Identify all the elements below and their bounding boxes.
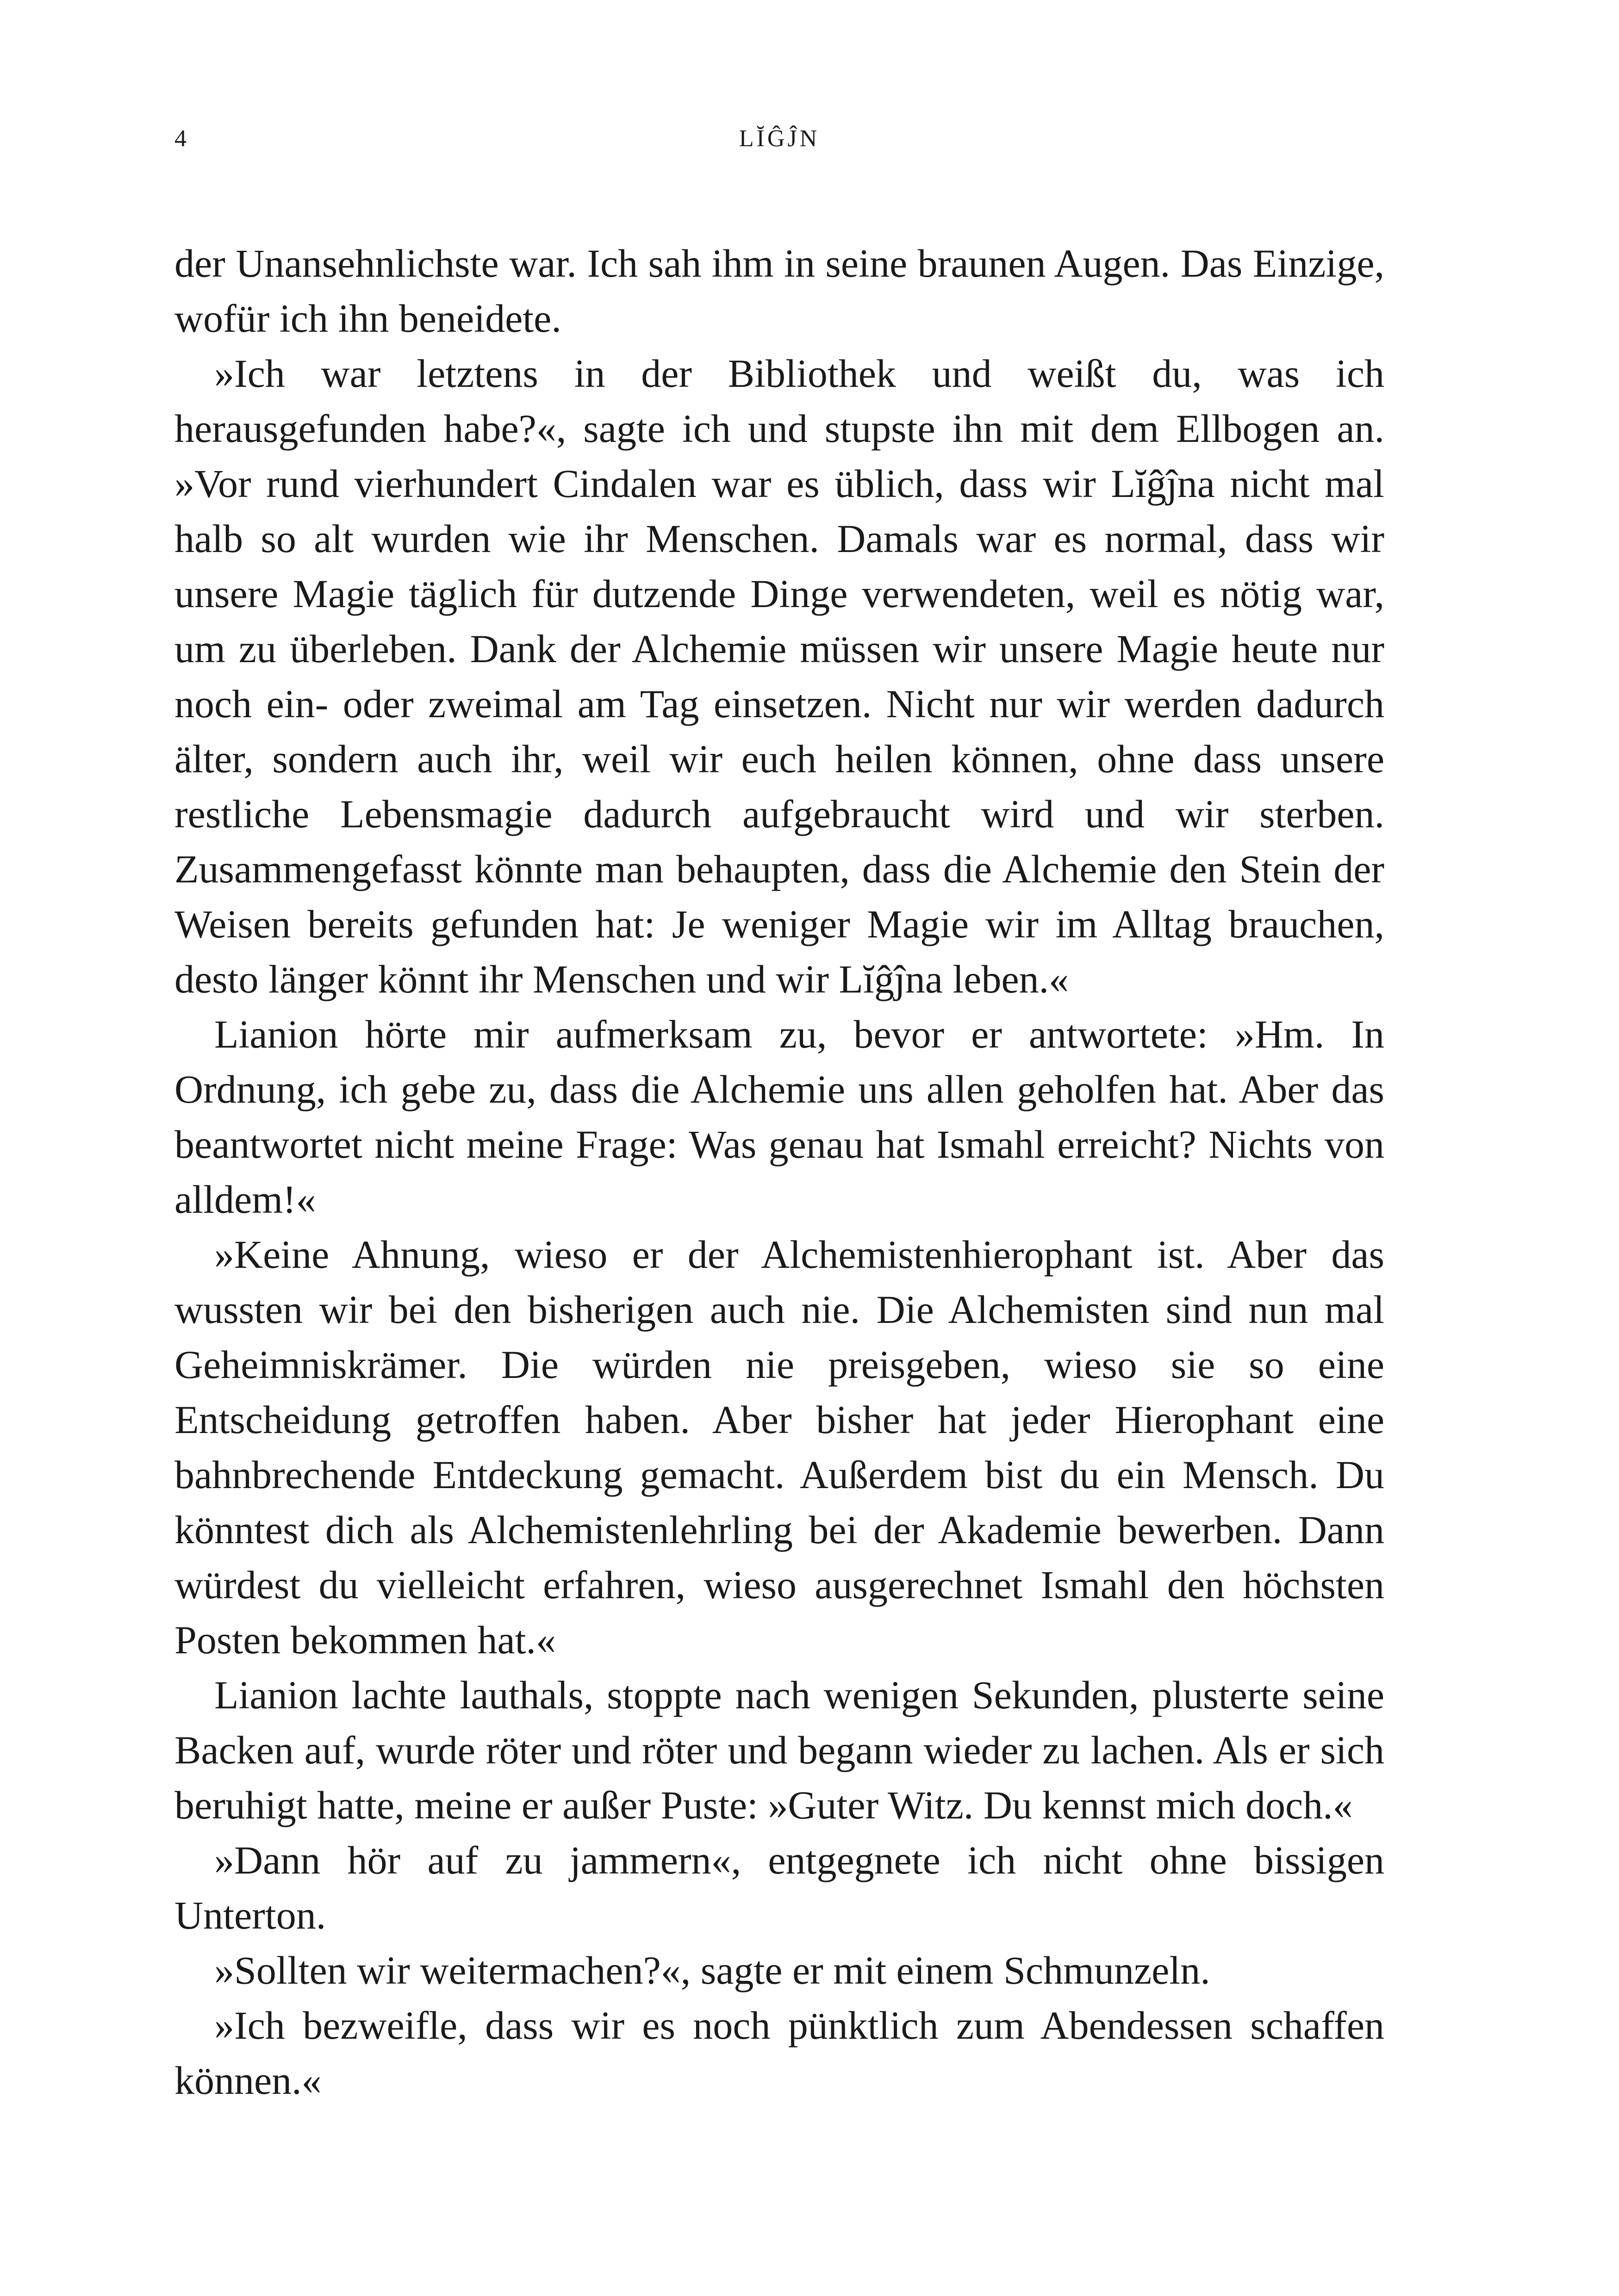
paragraph: »Dann hör auf zu jammern«, entgegnete ich nicht ohne bissigen Unterton. bbox=[174, 1838, 1384, 1937]
paragraph: »Ich war letztens in der Bibliothek und weißt du, was ich herausgefunden habe?«, sagte ich und stupste ihn mit dem Ellbogen an. »Vor rund vierhundert Cindalen war es üblich, dass wir Lĭĝĵna nicht mal halb so alt wurden wie ihr Menschen. Damals war es normal, dass wir unsere Magie täglich für dutzende Dinge verwendeten, weil es nötig war, um zu überleben. Dank der Alchemie müssen wir unsere Magie heute nur noch ein- oder zweimal am Tag einsetzen. Nicht nur wir werden dadurch älter, sondern auch ihr, weil wir euch heilen können, ohne dass unsere restliche Lebensmagie dadurch aufgebraucht wird und wir sterben. Zusammengefasst könnte man behaupten, dass die Alchemie den Stein der Weisen bereits gefunden hat: Je weniger Magie wir im Alltag brauchen, desto länger könnt ihr Menschen und wir Lĭĝĵna leben.« bbox=[174, 351, 1384, 1001]
body-text bbox=[174, 236, 1384, 2108]
paragraph: Lianion hörte mir aufmerksam zu, bevor er antwortete: »Hm. In Ordnung, ich gebe zu, dass die Alchemie uns allen geholfen hat. Aber das beantwortet nicht meine Frage: Was genau hat Ismahl erreicht? Nichts von alldem!« bbox=[174, 1012, 1384, 1222]
paragraph: »Keine Ahnung, wieso er der Alchemistenhierophant ist. Aber das wussten wir bei den bisherigen auch nie. Die Alchemisten sind nun mal Geheimniskrämer. Die würden nie preisgeben, wieso sie so eine Entscheidung getroffen haben. Aber bisher hat jeder Hierophant eine bahnbrechende Entdeckung gemacht. Außerdem bist du ein Mensch. Du könntest dich als Alchemistenlehrling bei der Akademie bewerben. Dann würdest du vielleicht erfahren, wieso ausgerechnet Ismahl den höchsten Posten bekommen hat.« bbox=[174, 1232, 1384, 1662]
paragraph: »Sollten wir weitermachen?«, sagte er mit einem Schmunzeln. bbox=[214, 1948, 1210, 1992]
paragraph: »Ich bezweifle, dass wir es noch pünktlich zum Abendessen schaffen können.« bbox=[174, 2003, 1384, 2103]
page-number: 4 bbox=[174, 125, 187, 152]
paragraph: der Unansehnlichste war. Ich sah ihm in seine braunen Augen. Das Einzige, wofür ich ihn beneidete. bbox=[174, 241, 1384, 341]
paragraph: Lianion lachte lauthals, stoppte nach wenigen Sekunden, plusterte seine Backen auf, wurde röter und röter und begann wieder zu lachen. Als er sich beruhigt hatte, meine er außer Puste: »Guter Witz. Du kennst mich doch.« bbox=[174, 1673, 1384, 1827]
page-header bbox=[174, 125, 1384, 162]
running-title: LĬĜĴN bbox=[739, 125, 820, 152]
